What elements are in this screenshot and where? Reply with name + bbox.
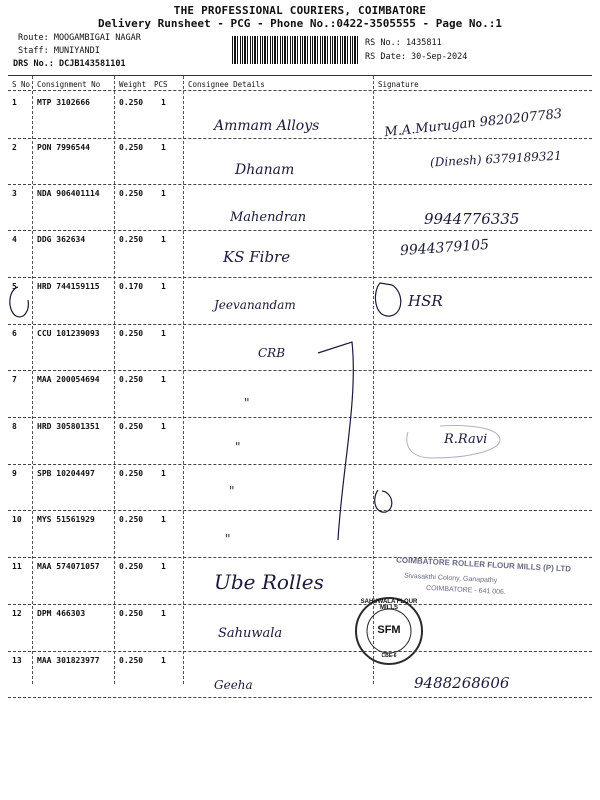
consignment-cell: CCU 101239093: [37, 329, 100, 338]
handwritten-consignee-4: KS Fibre: [223, 248, 291, 266]
pcs-cell: 1: [161, 515, 166, 524]
circle-mark-row5: [10, 287, 29, 317]
sno-cell: 2: [12, 143, 17, 152]
pcs-cell: 1: [161, 422, 166, 431]
signature-1: M.A.Murugan 9820207783: [383, 106, 563, 141]
sno-cell: 7: [12, 375, 17, 384]
pcs-cell: 1: [161, 189, 166, 198]
pcs-cell: 1: [161, 235, 166, 244]
consignment-cell: MAA 200054694: [37, 375, 100, 384]
consignment-cell: MAA 574071057: [37, 562, 100, 571]
handwritten-ditto-10: ": [225, 532, 231, 546]
handwritten-consignee-12: Sahuwala: [218, 626, 283, 641]
weight-cell: 0.250: [119, 469, 144, 478]
runsheet-title: Delivery Runsheet - PCG - Phone No.:0422-3505555 - Page No.:1: [98, 17, 502, 30]
sno-cell: 4: [12, 235, 17, 244]
col-header-sno: S No: [12, 80, 31, 89]
signature-5: HSR: [408, 292, 443, 310]
consignment-cell: MAA 301823977: [37, 656, 100, 665]
weight-cell: 0.250: [119, 375, 144, 384]
signature-4: 9944379105: [399, 236, 490, 260]
staff-label: Staff: MUNIYANDI: [18, 46, 100, 56]
weight-cell: 0.250: [119, 329, 144, 338]
handwritten-consignee-6: CRB: [258, 346, 286, 360]
company-title: THE PROFESSIONAL COURIERS, COIMBATORE: [173, 4, 427, 17]
drs-number: DRS No.: DCJB143581101: [13, 59, 126, 69]
sno-cell: 1: [12, 98, 17, 107]
sno-cell: 3: [12, 189, 17, 198]
weight-cell: 0.250: [119, 143, 144, 152]
company-stamp-line1: COIMBATORE ROLLER FLOUR MILLS (P) LTD: [395, 555, 572, 574]
weight-cell: 0.250: [119, 515, 144, 524]
seal-outer-text: SAHUWALA FLOUR MILLS: [360, 599, 418, 611]
handwritten-consignee-13: Geeha: [214, 678, 253, 692]
bracket-mark: [318, 342, 353, 540]
sno-cell: 10: [12, 515, 22, 524]
consignment-cell: HRD 744159115: [37, 282, 100, 291]
sno-cell: 12: [12, 609, 22, 618]
company-stamp-line2: Sivasakthi Colony, Ganapathy: [403, 572, 498, 585]
company-stamp-line3: COIMBATORE - 641 006.: [425, 584, 507, 597]
consignment-cell: DDG 362634: [37, 235, 86, 244]
handwritten-ditto-9: ": [229, 484, 235, 498]
consignment-cell: MYS 51561929: [37, 515, 95, 524]
handwritten-consignee-2: Dhanam: [235, 162, 295, 178]
circle-mark-row9: [375, 490, 392, 512]
pcs-cell: 1: [161, 329, 166, 338]
pcs-cell: 1: [161, 282, 166, 291]
rs-date: RS Date: 30-Sep-2024: [365, 52, 468, 62]
route-label: Route: MOOGAMBIGAI NAGAR: [18, 33, 141, 43]
sno-cell: 13: [12, 656, 22, 665]
circle-mark-row5-signature: [375, 283, 400, 316]
col-header-consignment: Consignment No: [37, 80, 101, 89]
signature-2: (Dinesh) 6379189321: [429, 148, 562, 170]
weight-cell: 0.250: [119, 562, 144, 571]
weight-cell: 0.250: [119, 98, 144, 107]
pcs-cell: 1: [161, 562, 166, 571]
pcs-cell: 1: [161, 469, 166, 478]
pcs-cell: 1: [161, 375, 166, 384]
pcs-cell: 1: [161, 143, 166, 152]
faint-stamp-oval: [407, 426, 500, 458]
handwritten-ditto-8: ": [235, 440, 241, 454]
sno-cell: 9: [12, 469, 17, 478]
weight-cell: 0.250: [119, 422, 144, 431]
col-header-pcs: PCS: [154, 80, 168, 89]
weight-cell: 0.170: [119, 282, 144, 291]
weight-cell: 0.250: [119, 656, 144, 665]
col-header-signature: Signature: [378, 80, 419, 89]
weight-cell: 0.250: [119, 609, 144, 618]
signature-8: R.Ravi: [444, 432, 488, 447]
handwritten-consignee-5: Jeevanandam: [214, 298, 296, 312]
handwritten-consignee-11: Ube Rolles: [214, 570, 324, 594]
consignment-cell: HRD 305801351: [37, 422, 100, 431]
pcs-cell: 1: [161, 609, 166, 618]
handwritten-consignee-1: Ammam Alloys: [214, 118, 320, 134]
seal-bottom-text: CBE-6: [381, 653, 397, 659]
signature-13: 9488268606: [414, 674, 510, 692]
handwritten-ditto-7: ": [244, 396, 250, 410]
signature-3: 9944776335: [424, 210, 520, 228]
pcs-cell: 1: [161, 98, 166, 107]
weight-cell: 0.250: [119, 189, 144, 198]
consignment-cell: MTP 3102666: [37, 98, 90, 107]
consignment-cell: NDA 906401114: [37, 189, 100, 198]
seal-center-text: SFM: [377, 624, 401, 636]
sno-cell: 5: [12, 282, 17, 291]
consignment-cell: PON 7996544: [37, 143, 90, 152]
sno-cell: 6: [12, 329, 17, 338]
rs-number: RS No.: 1435811: [365, 38, 442, 48]
consignment-cell: SPB 10204497: [37, 469, 95, 478]
sno-cell: 8: [12, 422, 17, 431]
handwritten-consignee-3: Mahendran: [230, 210, 307, 225]
round-seal: [354, 596, 424, 666]
sno-cell: 11: [12, 562, 22, 571]
consignment-cell: DPM 466303: [37, 609, 86, 618]
col-header-weight: Weight: [119, 80, 147, 89]
col-header-consignee: Consignee Details: [188, 80, 265, 89]
weight-cell: 0.250: [119, 235, 144, 244]
pcs-cell: 1: [161, 656, 166, 665]
